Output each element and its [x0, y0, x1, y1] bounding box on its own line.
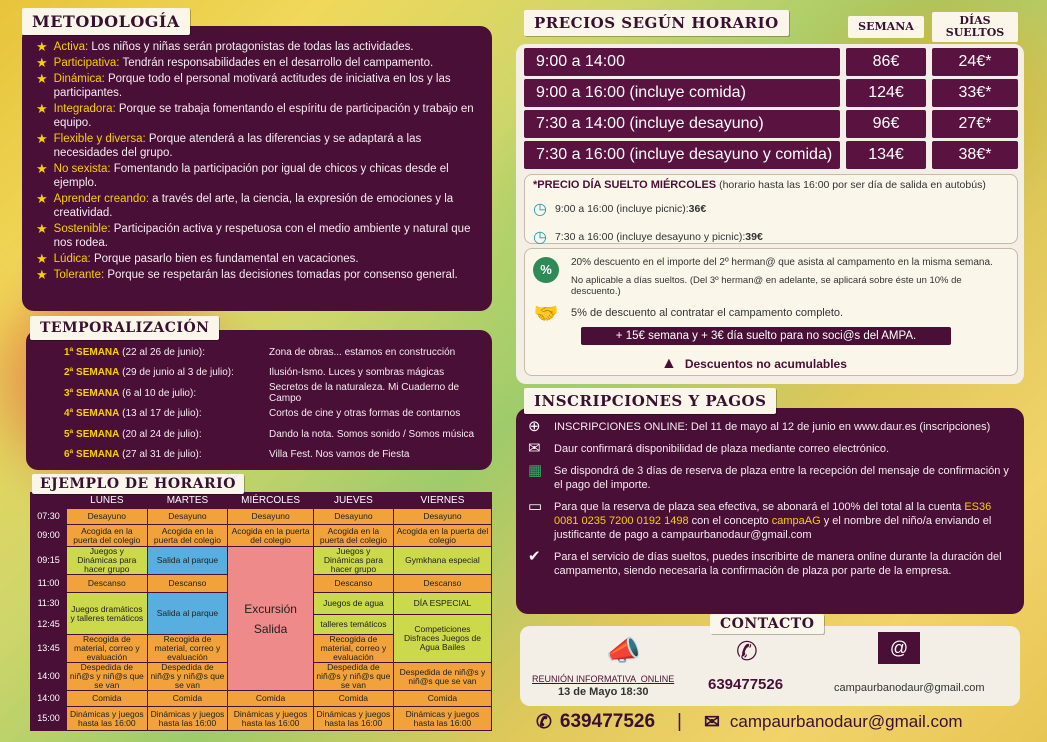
miercoles-price-2: 39€	[745, 231, 763, 243]
week-dates: (20 al 24 de julio):	[119, 428, 202, 440]
star-icon: ★	[36, 267, 48, 282]
schedule-cell: Descanso	[67, 575, 148, 593]
schedule-cell: Dinámicas y juegos hasta las 16:00	[228, 707, 314, 731]
metodologia-item	[36, 192, 478, 220]
time-cell: 15:00	[31, 707, 67, 731]
price-schedule: 9:00 a 14:00	[524, 48, 840, 76]
time-cell: 14:00	[31, 663, 67, 691]
metodologia-keyword: Aprender creando:	[53, 193, 149, 205]
metodologia-keyword: Flexible y diversa:	[53, 133, 146, 145]
schedule-cell: Comida	[67, 691, 148, 707]
schedule-cell: Recogida de material, correo y evaluación	[313, 635, 393, 663]
temporalizacion-title: TEMPORALIZACIÓN	[30, 316, 219, 340]
schedule-cell: Juegos dramáticos y talleres temáticos	[67, 593, 148, 635]
star-icon: ★	[36, 101, 48, 116]
week-dates: (22 al 26 de junio):	[119, 346, 206, 358]
schedule-cell: Desayuno	[147, 509, 228, 525]
percent-icon: %	[533, 257, 559, 283]
schedule-cell: Descanso	[147, 575, 228, 593]
reunion-date: 13 de Mayo 18:30	[558, 686, 649, 698]
metodologia-text	[54, 162, 478, 190]
metodologia-text	[54, 252, 478, 266]
miercoles-box	[524, 174, 1018, 244]
inscripciones-pago	[554, 500, 1012, 542]
time-cell: 11:00	[31, 575, 67, 593]
metodologia-item	[36, 162, 478, 190]
metodologia-keyword: Tolerante:	[53, 269, 105, 281]
price-dias: 33€*	[932, 79, 1018, 107]
handshake-icon: 🤝	[533, 303, 559, 325]
excursion-label: Excursión	[244, 601, 297, 616]
footer-phone[interactable]: 639477526	[559, 711, 656, 732]
discount-box	[524, 248, 1018, 376]
inscripciones-reserva: Se dispondrá de 3 días de reserva de plaza entre la recepción del mensaje de confirmación y el pago del importe.	[554, 465, 1009, 491]
miercoles-option-2: 7:30 a 16:00 (incluye desayuno y picnic):	[554, 231, 746, 243]
metodologia-item	[36, 102, 478, 130]
miercoles-note: (horario hasta las 16:00 por ser día de salida en autobús)	[716, 179, 986, 191]
metodologia-item	[36, 72, 478, 100]
metodologia-text	[54, 268, 478, 282]
star-icon: ★	[36, 161, 48, 176]
discount-sibling-note: No aplicable a días sueltos. (Del 3º herman@ en adelante, se aplicará sobre éste un 10% de descuento.)	[571, 275, 962, 297]
week-row	[64, 363, 482, 384]
metodologia-keyword: No sexista:	[53, 163, 111, 175]
schedule-cell: Comida	[393, 691, 491, 707]
metodologia-text	[54, 40, 478, 54]
miercoles-option-1: 9:00 a 16:00 (incluye picnic):	[554, 203, 689, 215]
footer	[536, 708, 1026, 736]
schedule-cell: Desayuno	[393, 509, 491, 525]
no-acumulables: Descuentos no acumulables	[684, 357, 847, 371]
metodologia-panel	[22, 26, 492, 311]
week-theme: Ilusión-Ismo. Luces y sombras mágicas	[269, 367, 445, 379]
week-number: 3ª SEMANA	[64, 387, 120, 399]
star-icon: ★	[36, 55, 48, 70]
week-dates: (6 al 10 de julio):	[119, 387, 197, 399]
footer-email[interactable]: campaurbanodaur@gmail.com	[729, 712, 963, 731]
price-dias: 38€*	[932, 141, 1018, 169]
metodologia-item	[36, 56, 478, 70]
inscripciones-dias-sueltos: Para el servicio de días sueltos, puedes inscribirte de manera online durante la duración del campamento, siendo necesaria la confirmación de plaza por parte de la empresa.	[554, 551, 1002, 577]
schedule-cell: Despedida de niñ@s y niñ@s que se van	[393, 663, 491, 691]
week-number: 5ª SEMANA	[64, 428, 120, 440]
metodologia-keyword: Lúdica:	[53, 253, 91, 265]
schedule-cell: Recogida de material, correo y evaluación	[67, 635, 148, 663]
price-dias: 27€*	[932, 110, 1018, 138]
contacto-panel	[520, 626, 1020, 706]
star-icon: ★	[36, 221, 48, 236]
footer-phone-icon: ✆	[536, 711, 552, 733]
schedule-cell: Acogida en la puerta del colegio	[228, 525, 314, 547]
week-dates: (29 de junio al 3 de julio):	[119, 367, 234, 379]
schedule-cell: talleres temáticos	[313, 615, 393, 635]
metodologia-desc: Porque se trabaja fomentando el espíritu de participación y trabajo en equipo.	[53, 103, 474, 129]
schedule-cell: Dinámicas y juegos hasta las 16:00	[67, 707, 148, 731]
footer-mail-icon: ✉	[703, 711, 720, 733]
price-semana: 96€	[846, 110, 926, 138]
pago-text-3: y el nombre del niño/a enviando el justificante de pago a campaurbanodaur@gmail.com	[554, 515, 992, 541]
schedule-cell: Desayuno	[313, 509, 393, 525]
week-theme: Zona de obras... estamos en construcción	[269, 346, 456, 358]
metodologia-item	[36, 268, 478, 282]
week-number: 6ª SEMANA	[64, 449, 120, 461]
schedule-cell: Gymkhana especial	[393, 547, 491, 575]
reunion-label	[532, 674, 674, 684]
schedule-cell: Dinámicas y juegos hasta las 16:00	[393, 707, 491, 731]
schedule-cell: Salida al parque	[147, 547, 228, 575]
precios-title: PRECIOS SEGÚN HORARIO	[524, 10, 789, 36]
week-label	[64, 388, 269, 399]
schedule-cell: Juegos y Dinámicas para hacer grupo	[313, 547, 393, 575]
schedule-cell: Recogida de material, correo y evaluación	[147, 635, 228, 663]
mail-icon: ✉	[528, 440, 541, 457]
schedule-table	[30, 492, 492, 731]
metodologia-text	[54, 222, 478, 250]
metodologia-keyword: Integradora:	[53, 103, 116, 115]
day-header: MIÉRCOLES	[228, 493, 314, 509]
metodologia-desc: Porque pasarlo bien es fundamental en vacaciones.	[90, 253, 359, 265]
metodologia-title: METODOLOGÍA	[22, 8, 190, 35]
schedule-cell: DÍA ESPECIAL	[393, 593, 491, 615]
metodologia-item	[36, 132, 478, 160]
star-icon: ★	[36, 71, 48, 86]
week-label	[64, 449, 269, 460]
metodologia-desc: Participación activa y respetuosa con el medio ambiente y natural que nos rodea.	[53, 223, 471, 249]
clock-icon: ◷	[533, 201, 547, 218]
schedule-cell: Juegos y Dinámicas para hacer grupo	[67, 547, 148, 575]
week-theme: Cortos de cine y otras formas de contarnos	[269, 408, 461, 420]
horario-title: EJEMPLO DE HORARIO	[32, 474, 244, 494]
megaphone-icon: 📣	[606, 635, 641, 666]
schedule-cell: Dinámicas y juegos hasta las 16:00	[313, 707, 393, 731]
metodologia-keyword: Activa:	[53, 41, 89, 53]
metodologia-desc: Fomentando la participación por igual de chicos y chicas desde el ejemplo.	[53, 163, 449, 189]
metodologia-text	[54, 56, 478, 70]
week-number: 2ª SEMANA	[64, 367, 120, 379]
price-schedule: 7:30 a 14:00 (incluye desayuno)	[524, 110, 840, 138]
schedule-cell: Comida	[228, 691, 314, 707]
time-cell: 12:45	[31, 615, 67, 635]
temporalizacion-panel	[26, 330, 492, 470]
star-icon: ★	[36, 131, 48, 146]
metodologia-desc: Los niños y niñas serán protagonistas de todas las actividades.	[88, 41, 414, 53]
envelope-icon: @	[878, 632, 920, 664]
week-row	[64, 424, 482, 445]
pago-text-1: Para que la reserva de plaza sea efectiva, se abonará el 100% del total al la cuenta	[554, 501, 965, 513]
schedule-cell: Desayuno	[228, 509, 314, 525]
price-dias: 24€*	[932, 48, 1018, 76]
inscripciones-panel	[516, 408, 1024, 614]
excursion-salida: Salida	[253, 621, 288, 636]
calendar-icon: ▦	[528, 462, 543, 479]
concepto: campaAG	[771, 515, 821, 527]
globe-icon: ⊕	[528, 418, 541, 435]
metodologia-desc: Porque atenderá a las diferencias y se adaptará a las necesidades del grupo.	[53, 133, 422, 159]
contacto-email[interactable]: campaurbanodaur@gmail.com	[834, 682, 985, 694]
week-label	[64, 367, 269, 378]
schedule-cell: Comida	[147, 691, 228, 707]
footer-separator: |	[677, 711, 682, 732]
schedule-corner	[31, 493, 67, 509]
contacto-phone[interactable]: 639477526	[708, 676, 784, 693]
week-row	[64, 342, 482, 363]
week-row	[64, 383, 482, 404]
metodologia-item	[36, 252, 478, 266]
time-cell: 14:00	[31, 691, 67, 707]
week-theme: Secretos de la naturaleza. Mi Cuaderno de Campo	[269, 382, 460, 405]
reunion-online: ONLINE	[640, 674, 675, 684]
week-label	[64, 347, 269, 358]
metodologia-text	[54, 132, 478, 160]
clock-icon: ◷	[533, 229, 547, 246]
ampa-bar: + 15€ semana y + 3€ día suelto para no soci@s del AMPA.	[581, 327, 951, 345]
pago-text-2: con el concepto	[688, 515, 772, 527]
schedule-cell: Despedida de niñ@s y niñ@s que se van	[147, 663, 228, 691]
phone-icon: ✆	[736, 636, 758, 666]
metodologia-keyword: Sostenible:	[53, 223, 111, 235]
metodologia-desc: a través del arte, la ciencia, la expresión de emociones y la creatividad.	[53, 193, 454, 219]
star-icon: ★	[36, 191, 48, 206]
schedule-cell: Despedida de niñ@s y niñ@s que se van	[313, 663, 393, 691]
schedule-cell: Salida al parque	[147, 593, 228, 635]
metodologia-text	[54, 72, 478, 100]
miercoles-price-1: 36€	[688, 203, 707, 215]
time-cell: 11:30	[31, 593, 67, 615]
excursion-cell	[228, 547, 314, 691]
schedule-cell: Acogida en la puerta del colegio	[67, 525, 148, 547]
col-semana-header: SEMANA	[848, 16, 924, 38]
discount-sibling: 20% descuento en el importe del 2º herman@ que asista al campamento en la misma semana.	[571, 257, 993, 268]
day-header: LUNES	[67, 493, 148, 509]
schedule-cell: Despedida de niñ@s y niñ@s que se van	[67, 663, 148, 691]
week-theme: Dando la nota. Somos sonido / Somos música	[269, 428, 475, 440]
time-cell: 09:15	[31, 547, 67, 575]
inscripciones-online: INSCRIPCIONES ONLINE: Del 11 de mayo al 12 de junio en www.daur.es (inscripciones)	[554, 421, 991, 433]
metodologia-desc: Tendrán responsabilidades en el desarrollo del campamento.	[119, 57, 434, 69]
metodologia-keyword: Participativa:	[53, 57, 120, 69]
inscripciones-title: INSCRIPCIONES Y PAGOS	[524, 388, 776, 414]
schedule-cell: Descanso	[393, 575, 491, 593]
week-dates: (27 al 31 de julio):	[119, 449, 202, 461]
schedule-cell: Acogida en la puerta del colegio	[393, 525, 491, 547]
week-number: 4ª SEMANA	[64, 408, 120, 420]
price-semana: 124€	[846, 79, 926, 107]
metodologia-desc: Porque se respetarán las decisiones tomadas por consenso general.	[104, 269, 458, 281]
week-label	[64, 408, 269, 419]
day-header: JUEVES	[313, 493, 393, 509]
metodologia-desc: Porque todo el personal motivará actitudes de iniciativa en los y las participantes.	[53, 73, 451, 99]
check-icon: ✔	[528, 548, 541, 565]
schedule-cell: Comida	[313, 691, 393, 707]
reunion-text: REUNIÓN INFORMATIVA	[532, 674, 636, 684]
time-cell: 13:45	[31, 635, 67, 663]
metodologia-item	[36, 40, 478, 54]
iban: ES36 0081 0235 7200 0192 1498	[554, 501, 992, 527]
contacto-title: CONTACTO	[710, 614, 824, 634]
week-row	[64, 445, 482, 466]
schedule-cell: Acogida en la puerta del colegio	[313, 525, 393, 547]
time-cell: 09:00	[31, 525, 67, 547]
metodologia-text	[54, 192, 478, 220]
week-row	[64, 404, 482, 425]
star-icon: ★	[36, 39, 48, 54]
schedule-cell: Descanso	[313, 575, 393, 593]
schedule-cell: Dinámicas y juegos hasta las 16:00	[147, 707, 228, 731]
week-theme: Villa Fest. Nos vamos de Fiesta	[269, 449, 410, 461]
metodologia-keyword: Dinámica:	[53, 73, 105, 85]
day-header: VIERNES	[393, 493, 491, 509]
schedule-cell: Juegos de agua	[313, 593, 393, 615]
price-semana: 86€	[846, 48, 926, 76]
col-dias-header: DÍAS SUELTOS	[932, 12, 1018, 42]
discount-full: 5% de descuento al contratar el campamento completo.	[571, 307, 844, 319]
warning-icon: ▲	[661, 355, 677, 372]
week-label	[64, 429, 269, 440]
week-dates: (13 al 17 de julio):	[119, 408, 202, 420]
schedule-cell: Desayuno	[67, 509, 148, 525]
price-schedule: 7:30 a 16:00 (incluye desayuno y comida)	[524, 141, 840, 169]
metodologia-item	[36, 222, 478, 250]
metodologia-text	[54, 102, 478, 130]
schedule-cell: Competiciones Disfraces Juegos de Agua Bailes	[393, 615, 491, 663]
miercoles-title: *PRECIO DÍA SUELTO MIÉRCOLES	[533, 179, 717, 191]
week-number: 1ª SEMANA	[64, 346, 120, 358]
time-cell: 07:30	[31, 509, 67, 525]
inscripciones-confirm: Daur confirmará disponibilidad de plaza mediante correo electrónico.	[554, 443, 890, 455]
price-semana: 134€	[846, 141, 926, 169]
card-icon: ▭	[528, 498, 543, 515]
price-schedule: 9:00 a 16:00 (incluye comida)	[524, 79, 840, 107]
schedule-cell: Acogida en la puerta del colegio	[147, 525, 228, 547]
star-icon: ★	[36, 251, 48, 266]
day-header: MARTES	[147, 493, 228, 509]
